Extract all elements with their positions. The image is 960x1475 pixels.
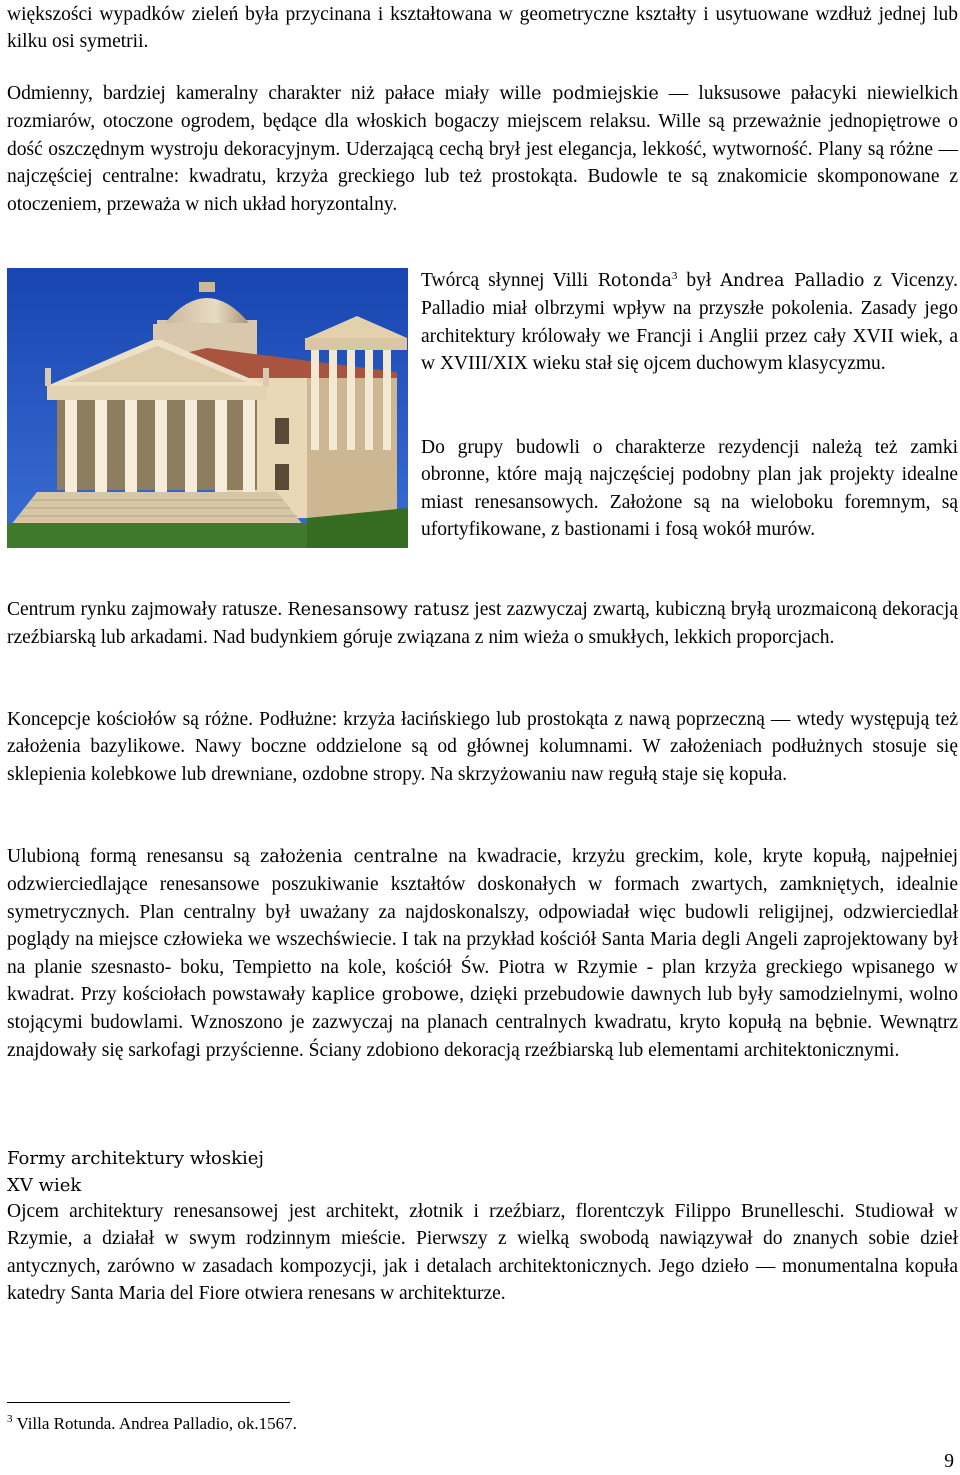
subsection-heading: XV wiek xyxy=(7,1175,82,1196)
emphasis-kaplice-grobowe: kaplice grobowe xyxy=(311,985,460,1006)
footnote-mark: 3 xyxy=(7,1413,13,1425)
paragraph-central-plans xyxy=(7,843,958,1064)
text: Ulubioną formą renesansu są xyxy=(7,846,260,867)
paragraph-palladio xyxy=(421,267,958,378)
emphasis-andrea-palladio: Andrea Palladio xyxy=(720,271,865,291)
text: — luksusowe pałacyki niewielkich rozmiarów, otoczone ogrodem, będące dla włoskich bogaczy miejscem relaksu. Wille są przeważnie jednopiętrowe o dość oszczędnym wystroju dekoracyjnym. Uderzającą cechą brył jest elegancja, lekkość, wytworność. Plany są różne — najczęściej centralne: kwadratu, krzyża greckiego lub też prostokąta. Budowle te są znakomicie skomponowane z otoczeniem, przeważa w nich układ horyzontalny. xyxy=(7,83,958,215)
emphasis-zalozenia-centralne: założenia centralne xyxy=(259,847,439,867)
text: na kwadracie, krzyżu greckim, kole, kryte kopułą, najpełniej odzwierciedlające renesansowe poszukiwanie kształtów doskonałych w formach zwartych, zamkniętych, idealnie symetrycznych. Plan centralny był uważany za najdoskonalszy, odpowiadał więc budowli religijnej, odzwierciedlał poglądy na miejsce człowieka we wszechświecie. I tak na przykład kościół Santa Maria degli Angeli zaprojektowany był na planie szesnasto- boku, Tempietto na kole, kościół Św. Piotra w Rzymie - plan krzyża greckiego wpisanego w kwadrat. Przy kościołach powstawały xyxy=(7,846,959,1006)
page-number: 9 xyxy=(944,1451,954,1472)
paragraph-castles: Do grupy budowli o charakterze rezydencji należą też zamki obronne, które mają najczęściej podobny plan jak projekty idealne miast renesansowych. Założone są na wieloboku foremnym, są ufortyfikowane, z bastionami i fosą wokół murów. xyxy=(421,437,958,541)
paragraph-villas xyxy=(7,80,958,218)
emphasis-renesansowy-ratusz: Renesansowy ratusz xyxy=(287,600,469,620)
paragraph-churches: Koncepcje kościołów są różne. Podłużne: krzyża łacińskiego lub prostokąta z nawą poprzeczną — wtedy występują też założenia bazylikowe. Nawy boczne oddzielone są od głównej kolumnami. W założeniach podłużnych stosuje się sklepienia kolebkowe lub drewniane, ozdobne stropy. Na skrzyżowaniu naw regułą staje się kopuła. xyxy=(7,709,958,785)
text: z Vicenzy. Palladio miał olbrzymi wpływ na przyszłe pokolenia. Zasady jego architektury królowały we Francji i Anglii przez cały XVII wiek, a w XVIII/XIX wieku stał się ojcem duchowym klasycyzmu. xyxy=(421,270,959,375)
footnote-reference[interactable]: 3 xyxy=(671,270,678,282)
footnote-text: Villa Rotunda. Andrea Palladio, ok.1567. xyxy=(12,1414,297,1433)
footnote xyxy=(7,1413,297,1435)
text: Odmienny, bardziej kameralny charakter niż pałace miały xyxy=(7,83,500,104)
text: Twórcą słynnej xyxy=(421,270,554,291)
text: był xyxy=(677,270,721,291)
text: Centrum rynku zajmowały ratusze. xyxy=(7,599,288,620)
emphasis-wille-podmiejskie: wille podmiejskie xyxy=(499,84,659,104)
villa-rotonda-photo xyxy=(7,268,408,548)
text: jest zazwyczaj zwartą, kubiczną bryłą urozmaiconą dekoracją rzeźbiarską lub arkadami. Nad budynkiem góruje związana z nim wieża o smukłych, lekkich proporcjach. xyxy=(7,599,958,649)
section-heading: Formy architektury włoskiej xyxy=(7,1148,265,1169)
footnote-separator xyxy=(7,1402,290,1403)
paragraph-gardens: większości wypadków zieleń była przycinana i kształtowana w geometryczne kształty i usytuowane wzdłuż jednej lub kilku osi symetrii. xyxy=(7,4,958,53)
emphasis-villa-rotonda: Villi Rotonda xyxy=(553,271,672,291)
paragraph-brunelleschi: Ojcem architektury renesansowej jest architekt, złotnik i rzeźbiarz, florentczyk Filippo Brunelleschi. Studiował w Rzymie, a działał w swym rodzinnym mieście. Pierwszy z wielką swobodą nawiązywał do znanych sobie dzieł antycznych, zarówno w zasadach kompozycji, jak i detalach architektonicznych. Jego dzieło — monumentalna kopuła katedry Santa Maria del Fiore otwiera renesans w architekturze. xyxy=(7,1201,958,1305)
text: , dzięki przebudowie dawnych lub były samodzielnymi, wolno stojącymi budowlami. Wznoszono je zazwyczaj na planach centralnych kwadratu, kryto kopułą na bębnie. Wewnątrz znajdowały się sarkofagi przyścienne. Ściany zdobiono dekoracją rzeźbiarską lub elementami architektonicznymi. xyxy=(7,984,958,1061)
paragraph-town-halls xyxy=(7,596,958,652)
